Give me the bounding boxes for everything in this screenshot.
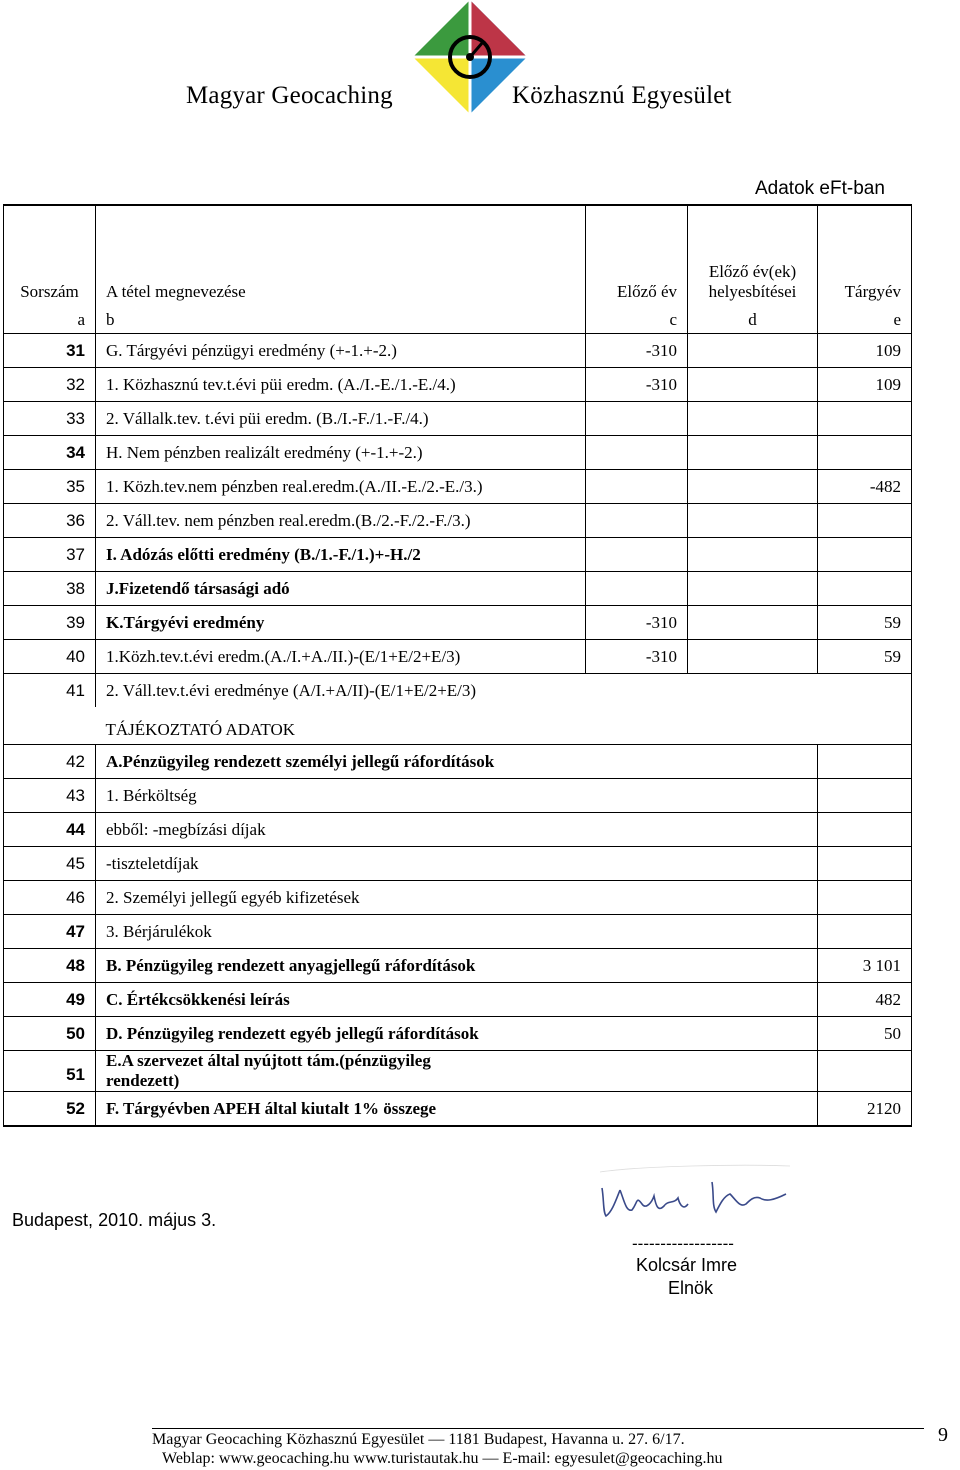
row-number: 32	[4, 368, 96, 402]
row-adj	[688, 334, 818, 368]
row-cur: 50	[818, 1017, 912, 1051]
col-header-current: Tárgyév	[818, 205, 912, 306]
table-row	[4, 983, 912, 1017]
row-name: 2. Személyi jellegű egyéb kifizetések	[96, 881, 818, 915]
row-name: C. Értékcsökkenési leírás	[96, 983, 818, 1017]
table-letter-row	[4, 306, 912, 334]
table-row	[4, 745, 912, 779]
row-name: -tiszteletdíjak	[96, 847, 818, 881]
org-name-right: Közhasznú Egyesület	[512, 82, 732, 109]
row-cur	[818, 674, 912, 708]
row-name: 1. Közh.tev.nem pénzben real.eredm.(A./II.-E./2.-E./3.)	[96, 470, 586, 504]
col-header-adjust-line1: Előző év(ek)	[708, 262, 797, 281]
row-cur	[818, 745, 912, 779]
row-cur	[818, 538, 912, 572]
row-adj	[688, 470, 818, 504]
row-name: H. Nem pénzben realizált eredmény (+-1.+-2.)	[96, 436, 586, 470]
row-name	[96, 1051, 818, 1092]
row-cur: 109	[818, 368, 912, 402]
row-name: B. Pénzügyileg rendezett anyagjellegű ráfordítások	[96, 949, 818, 983]
table-row	[4, 881, 912, 915]
row-name: 1. Bérköltség	[96, 779, 818, 813]
row-cur	[818, 779, 912, 813]
row-prev	[586, 436, 688, 470]
table-row	[4, 334, 912, 368]
row-number: 35	[4, 470, 96, 504]
row-adj	[688, 640, 818, 674]
row-name: G. Tárgyévi pénzügyi eredmény (+-1.+-2.)	[96, 334, 586, 368]
row-cur	[818, 881, 912, 915]
letter-b: b	[96, 306, 586, 334]
row-adj	[688, 504, 818, 538]
table-row	[4, 1051, 912, 1092]
row-name: 1.Közh.tev.t.évi eredm.(A./I.+A./II.)-(E/1+E/2+E/3)	[96, 640, 586, 674]
row-number: 46	[4, 881, 96, 915]
row-name-line2: rendezett)	[106, 1071, 180, 1090]
row-cur	[818, 572, 912, 606]
row-adj	[688, 402, 818, 436]
row-adj	[688, 538, 818, 572]
row-name: 2. Váll.tev.t.évi eredménye (A/I.+A/II)-(E/1+E/2+E/3)	[96, 674, 586, 708]
row-name: 1. Közhasznú tev.t.évi püi eredm. (A./I.-E./1.-E./4.)	[96, 368, 586, 402]
row-number: 38	[4, 572, 96, 606]
row-cur: 3 101	[818, 949, 912, 983]
row-number: 34	[4, 436, 96, 470]
row-prev	[586, 572, 688, 606]
col-header-prev: Előző év	[586, 205, 688, 306]
row-prev	[586, 402, 688, 436]
table-row	[4, 847, 912, 881]
table-row	[4, 538, 912, 572]
unit-note: Adatok eFt-ban	[755, 178, 885, 199]
col-header-adjust-line2: helyesbítései	[708, 282, 797, 301]
row-name: 3. Bérjárulékok	[96, 915, 818, 949]
table-row	[4, 606, 912, 640]
row-cur	[818, 1051, 912, 1092]
row-adj	[688, 674, 818, 708]
geocaching-logo-icon	[413, 0, 527, 114]
footer-contact: Weblap: www.geocaching.hu www.turistautak.hu — E-mail: egyesulet@geocaching.hu	[162, 1450, 723, 1467]
row-number: 31	[4, 334, 96, 368]
row-name: I. Adózás előtti eredmény (B./1.-F./1.)+-H./2	[96, 538, 586, 572]
row-number: 45	[4, 847, 96, 881]
row-cur: 2120	[818, 1092, 912, 1127]
letter-a: a	[4, 306, 96, 334]
table-row	[4, 470, 912, 504]
row-number: 40	[4, 640, 96, 674]
table-row	[4, 779, 912, 813]
table-row	[4, 640, 912, 674]
row-number: 39	[4, 606, 96, 640]
place-date: Budapest, 2010. május 3.	[12, 1210, 217, 1230]
row-cur: -482	[818, 470, 912, 504]
row-cur	[818, 847, 912, 881]
row-number: 44	[4, 813, 96, 847]
financial-report-table	[3, 204, 912, 1127]
row-prev	[586, 538, 688, 572]
row-prev	[586, 504, 688, 538]
org-name-left: Magyar Geocaching	[186, 82, 393, 109]
info-heading-row	[4, 707, 912, 745]
row-adj	[688, 572, 818, 606]
row-name-line1: E.A szervezet által nyújtott tám.(pénzügyileg	[106, 1051, 431, 1070]
table-row	[4, 572, 912, 606]
table-row	[4, 436, 912, 470]
table-header-row	[4, 205, 912, 306]
col-header-adjust	[688, 205, 818, 306]
signer-name: Kolcsár Imre	[636, 1255, 738, 1275]
row-name: D. Pénzügyileg rendezett egyéb jellegű ráfordítások	[96, 1017, 818, 1051]
row-name: ebből: -megbízási díjak	[96, 813, 818, 847]
row-name: F. Tárgyévben APEH által kiutalt 1% összege	[96, 1092, 818, 1127]
row-cur	[818, 402, 912, 436]
table-row	[4, 813, 912, 847]
table-row	[4, 368, 912, 402]
table-row	[4, 949, 912, 983]
row-prev: -310	[586, 606, 688, 640]
row-number: 51	[4, 1051, 96, 1092]
row-name: J.Fizetendő társasági adó	[96, 572, 586, 606]
row-name: 2. Vállalk.tev. t.évi püi eredm. (B./I.-F./1.-F./4.)	[96, 402, 586, 436]
row-number: 33	[4, 402, 96, 436]
row-cur	[818, 504, 912, 538]
row-number: 52	[4, 1092, 96, 1127]
col-header-sorszam: Sorszám	[4, 205, 96, 306]
row-cur	[818, 915, 912, 949]
row-cur: 59	[818, 606, 912, 640]
row-cur	[818, 813, 912, 847]
footer-divider	[152, 1428, 924, 1429]
row-number: 41	[4, 674, 96, 708]
table-row	[4, 1092, 912, 1127]
row-adj	[688, 368, 818, 402]
row-prev: -310	[586, 334, 688, 368]
row-number: 48	[4, 949, 96, 983]
signature-image-icon	[590, 1160, 800, 1226]
table-row	[4, 1017, 912, 1051]
table-row	[4, 674, 912, 708]
signer-title: Elnök	[668, 1278, 714, 1298]
footer-address: Magyar Geocaching Közhasznú Egyesület — 1181 Budapest, Havanna u. 27. 6/17.	[152, 1431, 685, 1448]
row-cur: 59	[818, 640, 912, 674]
row-prev	[586, 470, 688, 504]
row-name: K.Tárgyévi eredmény	[96, 606, 586, 640]
row-adj	[688, 436, 818, 470]
table-row	[4, 402, 912, 436]
letter-c: c	[586, 306, 688, 334]
row-name: A.Pénzügyileg rendezett személyi jellegű ráfordítások	[96, 745, 818, 779]
row-prev: -310	[586, 640, 688, 674]
col-header-name: A tétel megnevezése	[96, 205, 586, 306]
signature-line: ------------------	[632, 1234, 734, 1253]
row-number: 47	[4, 915, 96, 949]
table-row	[4, 504, 912, 538]
row-name: 2. Váll.tev. nem pénzben real.eredm.(B./2.-F./2.-F./3.)	[96, 504, 586, 538]
info-heading: TÁJÉKOZTATÓ ADATOK	[96, 707, 912, 745]
row-number: 42	[4, 745, 96, 779]
row-number: 43	[4, 779, 96, 813]
table-row	[4, 915, 912, 949]
row-prev	[586, 674, 688, 708]
row-number: 37	[4, 538, 96, 572]
row-number: 50	[4, 1017, 96, 1051]
row-prev: -310	[586, 368, 688, 402]
letter-e: e	[818, 306, 912, 334]
page-number: 9	[938, 1424, 948, 1446]
row-cur: 109	[818, 334, 912, 368]
row-number: 36	[4, 504, 96, 538]
row-cur: 482	[818, 983, 912, 1017]
row-cur	[818, 436, 912, 470]
row-number: 49	[4, 983, 96, 1017]
row-adj	[688, 606, 818, 640]
letter-d: d	[688, 306, 818, 334]
